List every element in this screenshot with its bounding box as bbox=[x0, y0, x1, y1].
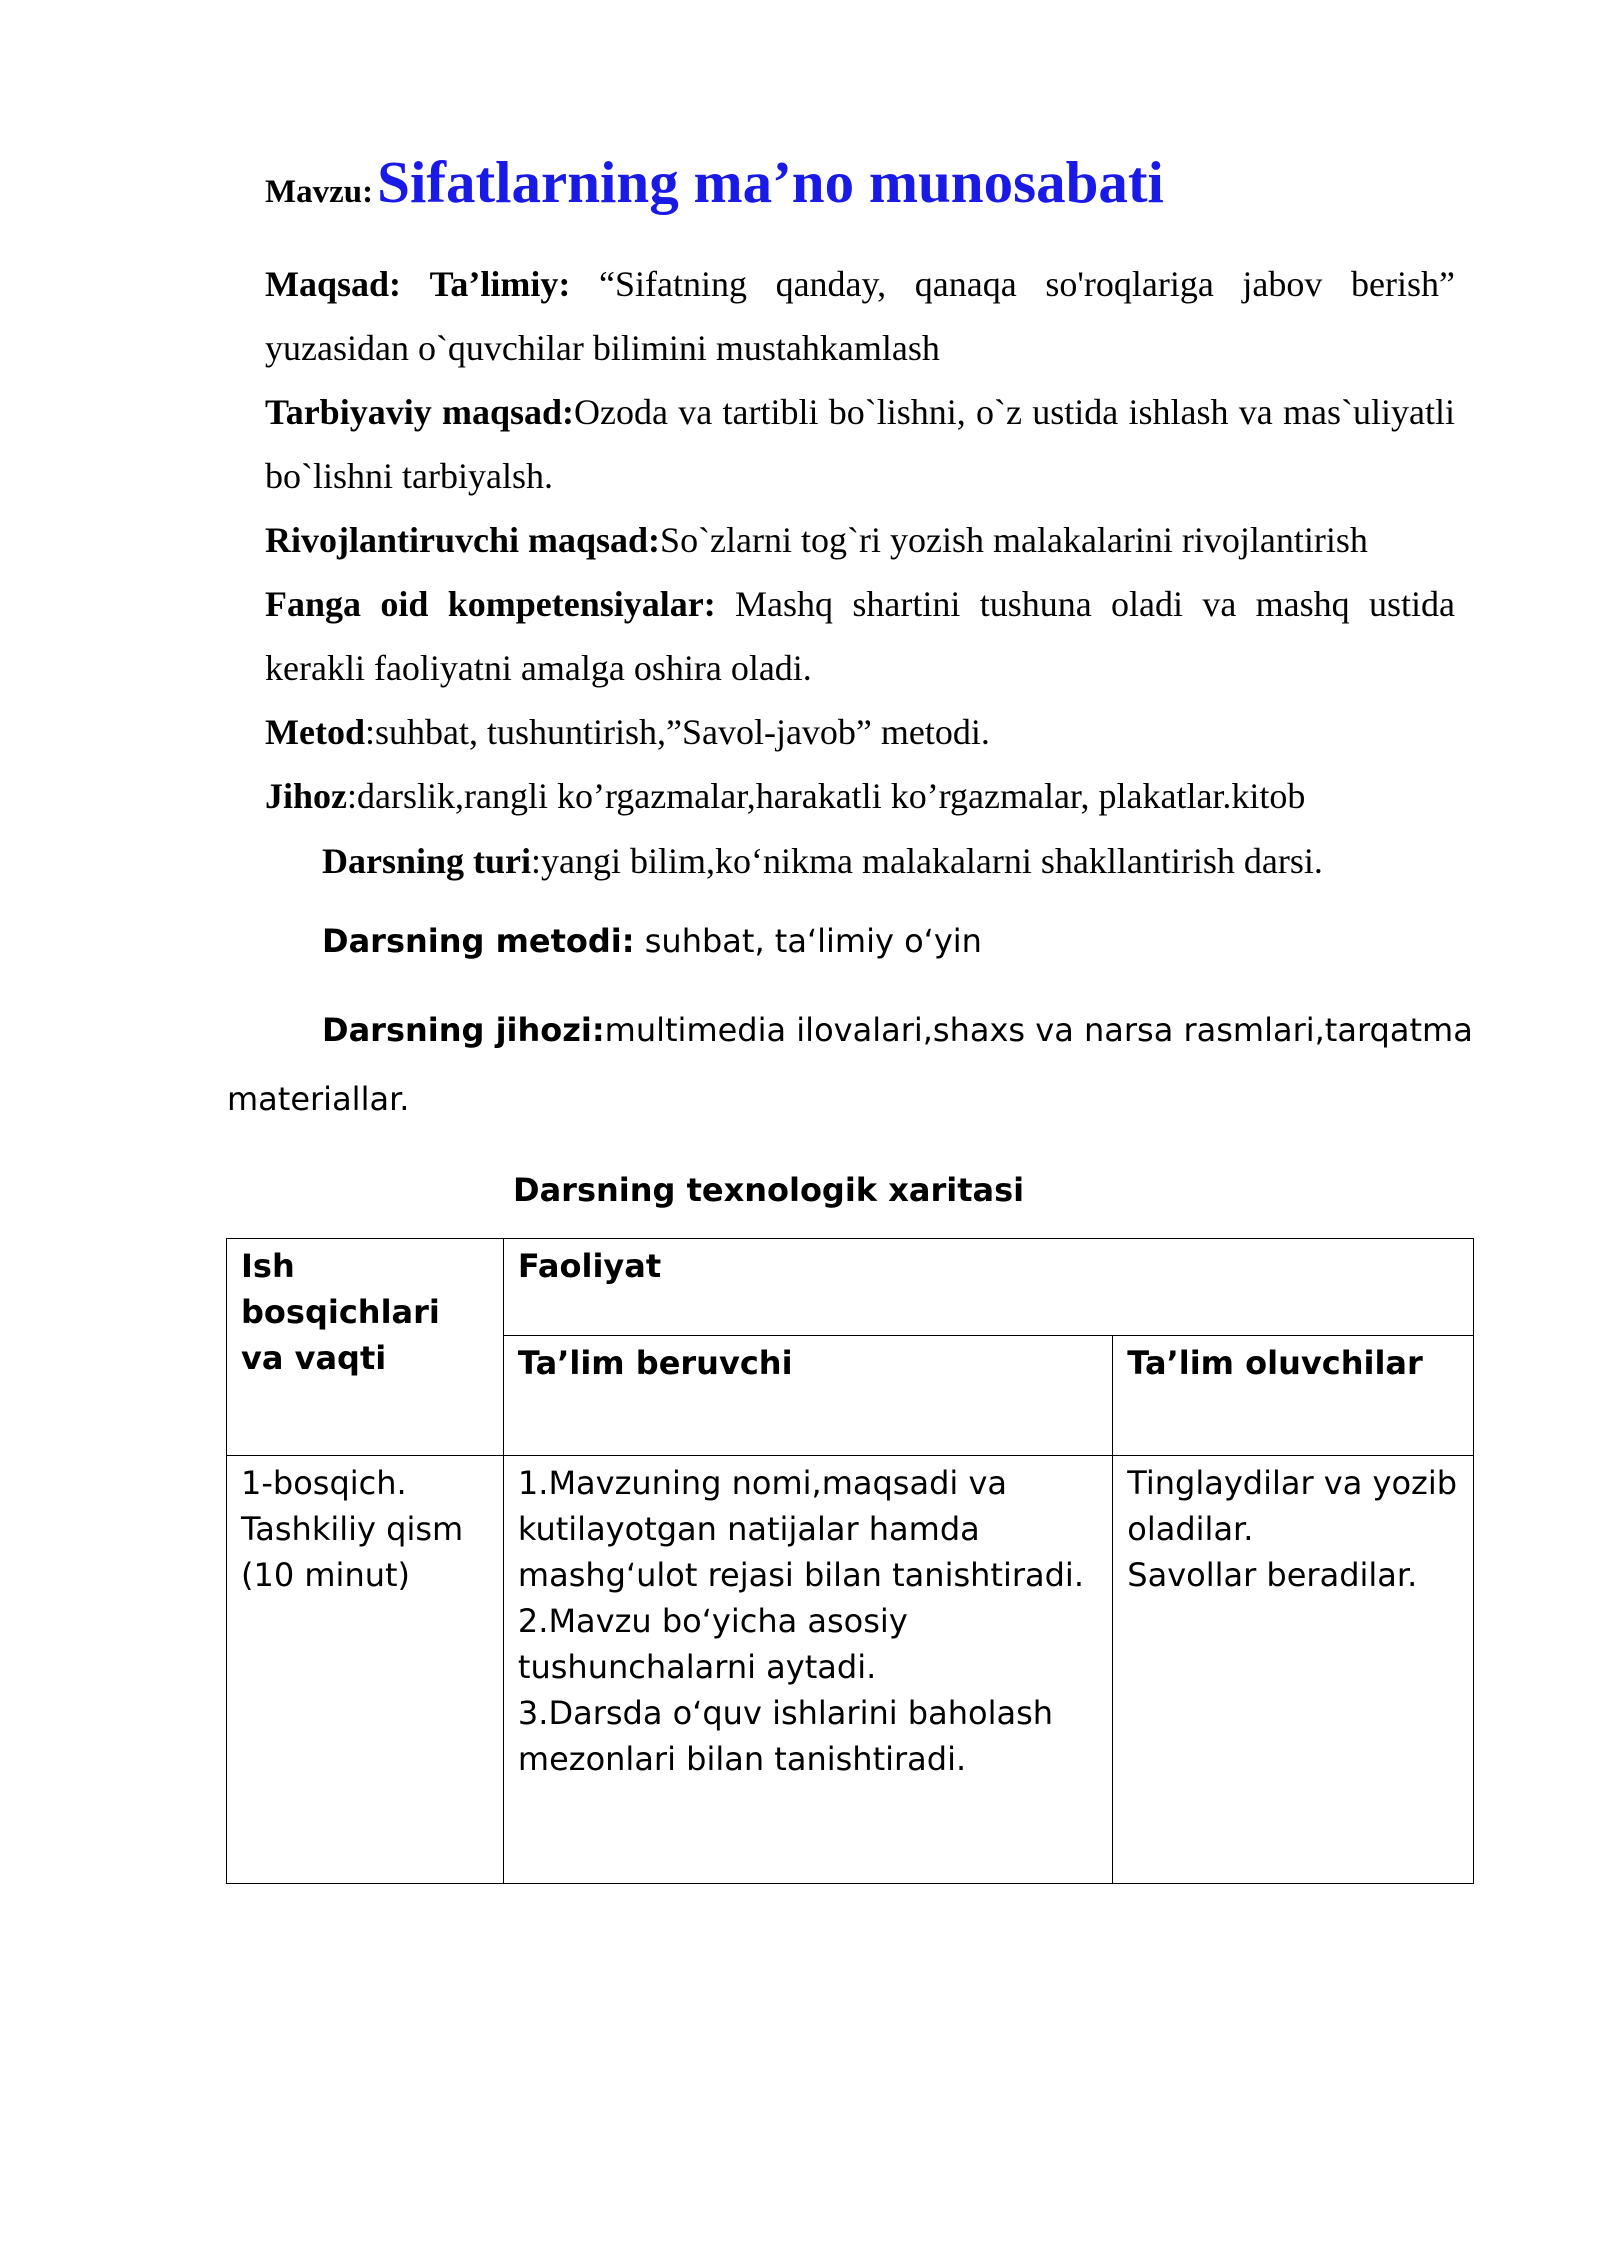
students-line: Tinglaydilar va yozib bbox=[1127, 1464, 1458, 1502]
equipment-label: Jihoz bbox=[265, 776, 348, 816]
stage-header: Ish bosqichlari va vaqti bbox=[241, 1247, 440, 1377]
students-line: Savollar beradilar. bbox=[1127, 1556, 1418, 1594]
activity-header: Faoliyat bbox=[517, 1247, 662, 1285]
topic-title: Sifatlarning ma’no munosabati bbox=[377, 149, 1164, 215]
stage-cell bbox=[227, 1456, 504, 1884]
lesson-equipment-continuation: materiallar. bbox=[227, 1080, 410, 1118]
method-label: Metod bbox=[265, 712, 365, 752]
students-cell bbox=[1113, 1456, 1474, 1884]
teacher-line: mezonlari bilan tanishtiradi. bbox=[517, 1740, 967, 1778]
lesson-equipment-line bbox=[322, 1011, 1473, 1049]
lesson-equipment-text: multimedia ilovalari,shaxs va narsa rasmlari,tarqatma bbox=[604, 1011, 1473, 1049]
lesson-method-label: Darsning metodi: bbox=[322, 922, 635, 960]
teacher-line: mashg‘ulot rejasi bilan tanishtiradi. bbox=[517, 1556, 1084, 1594]
topic-label: Mavzu: bbox=[265, 174, 374, 210]
subject-competencies bbox=[265, 572, 1455, 700]
teacher-line: kutilayotgan natijalar hamda bbox=[517, 1510, 980, 1548]
activity-header-cell bbox=[503, 1239, 1473, 1336]
goal-upbringing bbox=[265, 380, 1455, 508]
teacher-header-cell bbox=[503, 1336, 1112, 1456]
students-header-cell bbox=[1113, 1336, 1474, 1456]
stage-line: (10 minut) bbox=[241, 1556, 411, 1594]
lesson-method-text: suhbat, ta‘limiy o‘yin bbox=[634, 922, 982, 960]
upbringing-label: Tarbiyaviy maqsad: bbox=[265, 392, 575, 432]
lesson-type-label: Darsning turi bbox=[322, 841, 532, 881]
goal-label: Maqsad: bbox=[265, 264, 402, 304]
teacher-line: tushunchalarni aytadi. bbox=[517, 1648, 877, 1686]
equipment-line bbox=[265, 764, 1455, 828]
table-row bbox=[227, 1456, 1474, 1884]
educational-label: Ta’limiy: bbox=[429, 264, 571, 304]
educational-text: “Sifatning qanday, qanaqa so'roqlariga jabov berish” yuzasidan o`quvchilar bilimini mustahkamlash bbox=[265, 264, 1455, 368]
lesson-equipment-label: Darsning jihozi: bbox=[322, 1011, 605, 1049]
technology-map-table bbox=[226, 1238, 1474, 1884]
developmental-text: So`zlarni tog`ri yozish malakalarini rivojlantirish bbox=[660, 520, 1368, 560]
competencies-text: Mashq shartini tushuna oladi va mashq ustida kerakli faoliyatni amalga oshira oladi. bbox=[265, 584, 1455, 688]
teacher-cell bbox=[503, 1456, 1112, 1884]
stage-line: 1-bosqich. bbox=[241, 1464, 407, 1502]
goal-developmental bbox=[265, 508, 1455, 572]
method-line bbox=[265, 700, 1455, 764]
lesson-method-line bbox=[322, 922, 982, 960]
students-line: oladilar. bbox=[1127, 1510, 1254, 1548]
stage-header-cell bbox=[227, 1239, 504, 1456]
teacher-line: 2.Mavzu bo‘yicha asosiy bbox=[517, 1602, 908, 1640]
teacher-header: Ta’lim beruvchi bbox=[517, 1344, 793, 1382]
lesson-type-text: :yangi bilim,ko‘nikma malakalarni shakllantirish darsi. bbox=[531, 841, 1323, 881]
stage-line: Tashkiliy qism bbox=[241, 1510, 464, 1548]
topic-heading bbox=[265, 148, 1164, 217]
table-caption: Darsning texnologik xaritasi bbox=[513, 1171, 1025, 1209]
upbringing-text: Ozoda va tartibli bo`lishni, o`z ustida ishlash va mas`uliyatli bo`lishni tarbiyalsh. bbox=[265, 392, 1455, 496]
goal-educational bbox=[265, 252, 1455, 380]
students-header: Ta’lim oluvchilar bbox=[1127, 1344, 1423, 1382]
lesson-type-line bbox=[322, 829, 1455, 893]
method-text: :suhbat, tushuntirish,”Savol-javob” metodi. bbox=[364, 712, 990, 752]
equipment-text: :darslik,rangli ko’rgazmalar,harakatli ko’rgazmalar, plakatlar.kitob bbox=[347, 776, 1306, 816]
developmental-label: Rivojlantiruvchi maqsad: bbox=[265, 520, 661, 560]
teacher-line: 1.Mavzuning nomi,maqsadi va bbox=[517, 1464, 1007, 1502]
competencies-label: Fanga oid kompetensiyalar: bbox=[265, 584, 716, 624]
teacher-line: 3.Darsda o‘quv ishlarini baholash bbox=[517, 1694, 1054, 1732]
